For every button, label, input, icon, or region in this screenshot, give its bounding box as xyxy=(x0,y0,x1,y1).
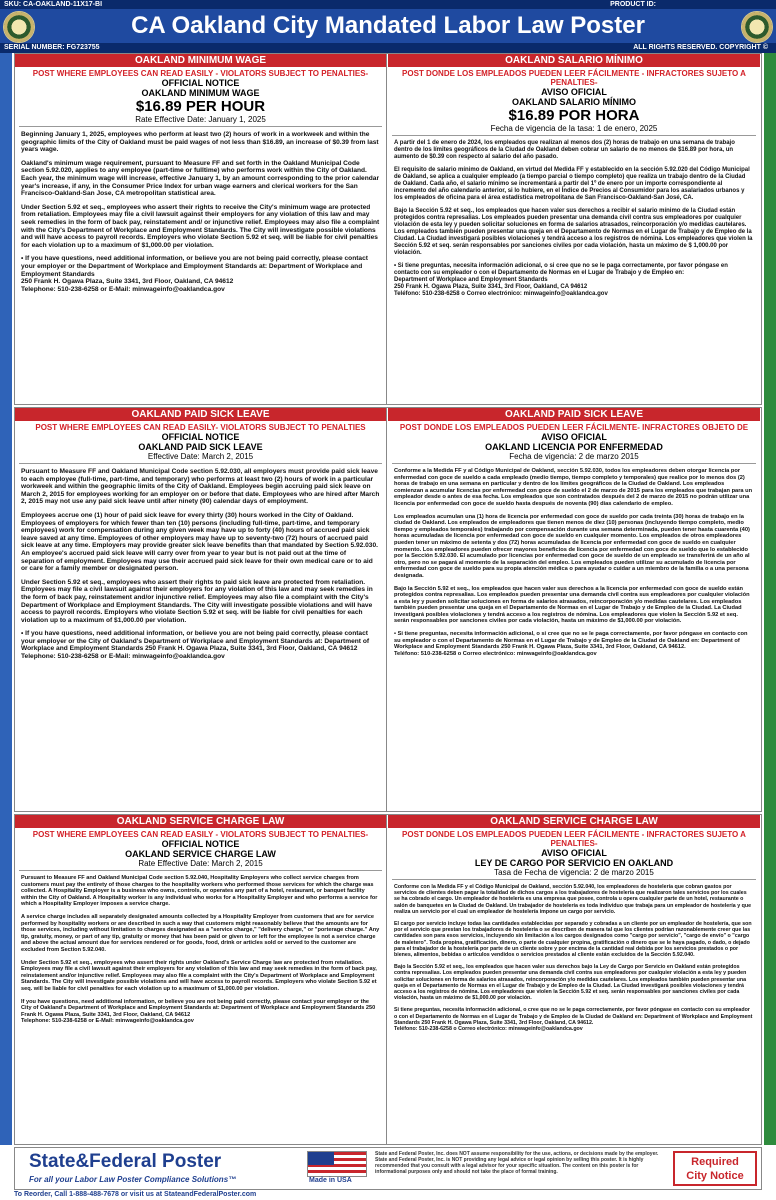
column-spanish xyxy=(388,54,760,404)
paragraph: Under Section 5.92 et seq., employees who assert their rights to receive the City's minimum wage are protected from retaliation. Employees may file a civil lawsuit against their employers for any violation of this law and may seek remedies in the form of back pay, reinstatement and/ or injunctive relief. Employees may also file a complaint with the City's Department of Workplace and Employment Standards. The City will investigate possible violations and will have access to payroll records. Employers who violate Section 5.92 et seq. will be liable for civil penalties for each violation up to a maximum of $1,000.00 per violation. xyxy=(21,203,380,249)
copyright: ALL RIGHTS RESERVED. COPYRIGHT © xyxy=(633,44,768,51)
section-body xyxy=(15,464,386,661)
paragraph: El requisito de salario mínimo de Oakland, en virtud del Medida FF y establecido en la sección 5.92.020 del Código Municipal de Oakland, se aplica a cualquier empleado (a tiempo parcial o tiempo completo) que realiza un trabajo dentro de la Ciudad de Oakland. Cada año, el salario mínimo se incrementará a partir del 1º de enero por un importe correspondiente al incremento del año calendario anterior, si lo hubiere, en el Índice de Precios al Consumidor para los asalariados urbanos y los empleados de oficina para el área estadística metropolitana de San Francisco-Oakland-San José, CA. xyxy=(394,167,750,201)
serial-number: SERIAL NUMBER: FG723755 xyxy=(4,44,100,51)
official-notice: OFFICIAL NOTICE xyxy=(161,78,240,88)
paragraph: Bajo la Sección 5.92 et seq., los empleados que hacen valer sus derechos bajo la Ley de Cargo por Servicio en Oakland están protegidos contra represalias. Los empleados pueden presentar una demanda civil contra sus empleadores por cualquier violación a esta ley y pueden solicitar soluciones en forma de salarios atrasados, reincorporación y/o medidas cautelares. Los empleados también pueden presentar una queja en el Departamento de Normas en el Lugar de Trabajo y de Empleo de la Ciudad. La Ciudad investigará posibles violaciones y tendrá acceso a los registros de nómina. Los empleadores que violen la Sección 5.92 et seq. serán responsables por sanciones civiles por cada violación, hasta un máximo de $1,000.00 por violación. xyxy=(394,964,747,1002)
paragraph: Bajo la Sección 5.92 et seq., los empleados que hacen valer sus derechos a la licencia por enfermedad con goce de sueldo están protegidos contra represalias. Los empleados pueden presentar una demanda civil contra sus empleadores por cualquier violación a esta ley y pueden solicitar soluciones en forma de salarios atrasados, reincorporación y/o medidas cautelares. Los empleados también pueden presentar una queja en el Departamento de Normas en el Lugar de Trabajo y de Empleo de la Ciudad. La Ciudad investigará posibles violaciones y tendrá acceso a los registros de nómina. Los empleadores que violen la Sección 5.92 et seq. serán responsables por sanciones civiles por cada violación, hasta un máximo de $1,000.00 por violación. xyxy=(394,585,750,625)
section-heading: OAKLAND PAID SICK LEAVE xyxy=(15,408,386,421)
wage-rate: $16.89 POR HORA xyxy=(508,107,640,124)
effective-date: Effective Date: March 2, 2015 xyxy=(147,452,254,461)
notice-name: OAKLAND SERVICE CHARGE LAW xyxy=(125,849,276,859)
paragraph: Si tiene preguntas, necesita información adicional, o cree que no se le paga correctamente, por favor póngase en contacto con su empleador o con el Departamento de Normas en el Lugar de Trabajo y de Empleo de la Ciudad de Oakland en: Department of Workplace and Employment Standards 250 Frank H. Ogawa Plaza, Suite 3341, 3rd Floor, Oakland, CA 94612. xyxy=(394,1007,753,1026)
section-heading: OAKLAND MINIMUM WAGE xyxy=(15,54,386,67)
effective-date: Rate Effective Date: January 1, 2025 xyxy=(135,115,266,124)
brand-tagline: For all your Labor Law Poster Compliance Solutions™ xyxy=(29,1175,237,1184)
official-notice: AVISO OFICIAL xyxy=(541,87,607,97)
column-english xyxy=(15,54,387,404)
column-english xyxy=(15,815,387,1144)
paragraph: Under Section 5.92 et seq., employees who assert their rights to paid sick leave are protected from retaliation. Employees may file a civil lawsuit against their employers for any violation of this law and may seek remedies in the form of back pay, reinstatement and/or injunctive relief. Employees may also file a complaint with the City's Department of Workplace and Employment Standards. The City will investigate possible violations and will have access to payroll records. Employers who violate Section 5.92 et seq. will be liable for civil penalties for each violation up to a maximum of $1,000.00 per violation. xyxy=(21,578,373,624)
paragraph: Oakland's minimum wage requirement, pursuant to Measure FF and set forth in the Oakland Municipal Code section 5.92.020, applies to any employee (part-time or fulltime) who performs work within the City of Oakland. Each year, the minimum wage will increase, effective January 1, by an amount corresponding to the prior calendar year's increase, if any, in the Consumer Price Index for urban wage earners and clerical workers for the San Francisco-Oakland-San Jose, CA metropolitan statistical area. xyxy=(21,159,380,198)
contact: Teléfono: 510-238-6258 o Correo electrónico: minwageinfo@oaklandca.gov xyxy=(394,1026,583,1033)
badge-line: City Notice xyxy=(686,1170,744,1182)
effective-date: Fecha de vigencia: 2 de marzo 2015 xyxy=(509,452,639,461)
section-heading: OAKLAND SERVICE CHARGE LAW xyxy=(388,815,760,828)
address: 250 Frank H. Ogawa Plaza, Suite 3341, 3rd Floor, Oakland, CA 94612 xyxy=(394,284,588,290)
official-notice: OFFICIAL NOTICE xyxy=(161,839,240,849)
poster-footer xyxy=(14,1147,762,1190)
section-heading: OAKLAND SALARIO MÍNIMO xyxy=(388,54,760,67)
section-heading: OAKLAND SERVICE CHARGE LAW xyxy=(15,815,386,828)
top-bar xyxy=(0,0,776,9)
section-body xyxy=(388,880,760,1032)
section-paid-sick-leave xyxy=(14,407,762,812)
address: 250 Frank H. Ogawa Plaza, Suite 3341, 3rd Floor, Oakland, CA 94612 xyxy=(21,278,234,286)
official-notice: AVISO OFICIAL xyxy=(541,848,607,858)
usa-flag-icon xyxy=(307,1151,367,1177)
department: Department of Workplace and Employment Standards xyxy=(394,277,548,283)
post-notice: POST WHERE EMPLOYEES CAN READ EASILY- VIOLATORS SUBJECT TO PENALTIES xyxy=(35,423,366,432)
paragraph: A service charge includes all separately designated amounts collected by a Hospitality Employer from customers that are for service performed by hospitality workers or are described in such a way that customers might reasonably believe that the amounts are for those services, including without limitation to charges designated as a "service charge," "delivery charge," or "porterage charge." Any tip, gratuity, money, or part of any tip, gratuity or money that has been paid or given to or left for the employee is not a service charge and above the actual amount due for services rendered or for goods, food, drink or articles sold or served to the customer are excluded from Section 5.92.040. xyxy=(21,913,380,953)
brand-logo xyxy=(15,1148,301,1189)
contact: Teléfono: 510-238-6258 o Correo electrónico: minwageinfo@oaklandca.gov xyxy=(394,650,597,657)
contact: Telephone: 510-238-6258 or E-Mail: minwageinfo@oaklandca.gov xyxy=(21,285,225,293)
badge-line: Required xyxy=(691,1156,739,1168)
paragraph: Under Section 5.92 et seq., employees who assert their rights under Oakland's Service Charge law are protected from retaliation. Employees may file a civil lawsuit against their employers for any violation of this law and may seek remedies in the form of back pay, reinstatement and/or injunctive relief. Employees may also file a complaint with the City's Department of Workplace and Employment Standards. The City will investigate possible violations and will have access to payroll records. Employers who violate Section 5.92 et seq. will be liable for civil penalties for each violation up to a maximum of $1,000.00 per violation. xyxy=(21,959,377,992)
official-notice: OFFICIAL NOTICE xyxy=(161,432,240,442)
effective-date: Fecha de vigencia de la tasa: 1 de enero, 2025 xyxy=(490,124,658,133)
paragraph: El cargo por servicio incluye todas las cantidades establecidas por separado y cobradas a un cliente por un empleador de hostelería, que son por el servicio que prestan los trabajadores de hostelería o se describen de manera tal que los clientes podrían razonablemente creer que las cantidades son para esos servicios, incluyendo sin limitación a los cargos designados como "cargo por servicio", "cargo de envío" o "cargo de maletero". Toda propina, gratificación, dinero, o parte de cualquier propina, gratificación o dinero que se le haya pagado, o dado, o dejado para el trabajador de la hostelería por parte de un cliente sobre y por encima de la cantidad real debida por los servicios prestados o por bienes, alimentos, bebidas o artículos vendidos o servicios prestados al cliente están excluidos de la Sección 5.92.040. xyxy=(394,921,752,959)
poster-content xyxy=(14,53,762,1145)
effective-date: Tasa de Fecha de vigencia: 2 de marzo 2015 xyxy=(494,868,654,877)
city-seal-icon xyxy=(741,11,773,43)
notice-name: OAKLAND LICENCIA POR ENFERMEDAD xyxy=(485,442,663,452)
paragraph: A partir del 1 de enero de 2024, los empleados que realizan al menos dos (2) horas de trabajo en una semana de trabajo dentro de los límites geográficos de la Ciudad de Oakland deben cobrar un salario de no menos de $16.89 por hora, un aumento de $0.39 con respecto al salario del año pasado. xyxy=(394,140,735,160)
column-spanish xyxy=(388,408,760,811)
paragraph: Pursuant to Measure FF and Oakland Municipal Code section 5.92.030, all employers must provide paid sick leave to each employee (full-time, part-time, and temporary) who performs at least two (2) hours of work in a particular workweek and within the geographic limits of the City of Oakland. Employees begin accruing paid sick leave on March 2, 2015 for employees working for an employer on or before that date. Employees who are hired after March 2, 2015 may not use any paid sick leave until after ninety (90) calendar days of employment. xyxy=(21,468,380,506)
paragraph: Conforme con la Medida FF y el Código Municipal de Oakland, sección 5.92.040, los empleadores de hostelería que cobran gastos por servicios de clientes deben pagar la totalidad de dichos cargos a los trabajadores de hostelería que realizaron tales servicios por los cuales se ha cobrado el cargo. Un empleador de hostelería es una empresa que posee, controla u opera cualquier parte de un hotel, restaurante o salón de banquetes en la Ciudad de Oakland. Un trabajador de hostelería es toda individuo que trabaja para un empleador de hostelería y que realiza un servicio por el cual un empleador de hostelería impone un cargo por servicio. xyxy=(394,884,752,915)
sub-bar xyxy=(0,43,776,53)
made-in-usa-label: Made in USA xyxy=(309,1177,352,1184)
product-id-label: PRODUCT ID: xyxy=(610,1,656,8)
column-spanish xyxy=(388,815,760,1144)
section-body xyxy=(388,464,760,657)
contact: Teléfono: 510-238-6258 o Correo electrónico: minwageinfo@oaklandca.gov xyxy=(394,291,608,297)
section-body xyxy=(388,136,760,298)
section-body xyxy=(15,127,386,293)
column-english xyxy=(15,408,387,811)
official-notice: AVISO OFICIAL xyxy=(541,432,607,442)
wage-rate: $16.89 PER HOUR xyxy=(135,98,266,115)
section-heading: OAKLAND PAID SICK LEAVE xyxy=(388,408,760,421)
sku-label: SKU: CA-OAKLAND-11X17-BI xyxy=(4,1,103,8)
paragraph: • If you have questions, need additional information, or believe you are not being paid correctly, please contact your employer or the Department of Workplace and Employment Standards at: Department of Workplace and Employment Standards xyxy=(21,255,368,278)
notice-name: OAKLAND MINIMUM WAGE xyxy=(141,88,260,98)
required-city-notice-badge xyxy=(673,1151,757,1186)
paragraph: Los empleados acumulan una (1) hora de licencia por enfermedad con goce de sueldo por cada treinta (30) horas de trabajo en la ciudad de Oakland. Los empleados de empleadores que tienen menos de diez (10) personas (incluyendo tiempo completo, medio tiempo y empleados temporales) trabajando por compensación durante una semana determinada, pueden tener hasta cuarenta (40) horas acumuladas de licencia por enfermedad con goce de sueldo en cualquier momento. Los empleados de otros empleadores pueden tener un máximo de setenta y dos (72) horas acumuladas de licencia por enfermedad con goce de sueldo en cualquier momento. Los empleadores pueden ofrecer mayores beneficios de licencia por enfermedad con goce de sueldo que lo establecido por la Sección 5.92.030. El acumulado por licencias por enfermedad con goce de sueldo de un empleado se transferirá de un año al otro, pero no se pagará al momento de la separación del empleo. Los empleados pueden utilizar su acumulado de licencia por enfermedad con goce de sueldo para su propia atención médica o para ayudar o cuidar a un miembro de la familia o a una persona designada. xyxy=(394,513,750,579)
paragraph: • Si tiene preguntas, necesita información adicional, o si cree que no se le paga correctamente, por favor póngase en contacto con su empleador o con el Departamento de Normas en el Lugar de Trabajo y de Empleo en: xyxy=(394,263,728,276)
disclaimer-text: State and Federal Poster, Inc. does NOT assume responsibility for the use, actions, or decisions made by the employer. State and Federal Poster, Inc. is NOT providing any legal advice or legal opinion by selling this poster. It is highly recommended that you consult with a legal advisor for your specific situation. The content on this poster is for informational purposes only and should not take the place of formal training. xyxy=(375,1151,659,1175)
paragraph: • Si tiene preguntas, necesita información adicional, o si cree que no se le paga correctamente, por favor póngase en contacto con su empleador o con el Departamento de Normas en el Lugar de Trabajo y de Empleo de la Ciudad de Oakland en: Department of Workplace and Employment Standards 250 Frank H. Ogawa Plaza, Suite 3341, 3rd Floor, Oakland, CA 94612. xyxy=(394,631,748,651)
section-minimum-wage xyxy=(14,53,762,405)
paragraph: If you have questions, need additional information, or believe you are not being paid correctly, please contact your employer or the City of Oakland's Department of Workplace and Employment Standards at: Department of Workplace and Employment Standards 250 Frank H. Ogawa Plaza, Suite 3341, 3rd Floor, Oakland, CA 94612 xyxy=(21,998,376,1018)
post-notice: POST DONDE LOS EMPLEADOS PUEDEN LEER FÁCILMENTE- INFRACTORES OBJETO DE xyxy=(399,423,749,432)
notice-name: LEY DE CARGO POR SERVICIO EN OAKLAND xyxy=(474,858,674,868)
paragraph: Pursuant to Measure FF and Oakland Municipal Code section 5.92.040, Hospitality Employers who collect service charges from customers must pay the entirety of those charges to the hospitality workers who performed those services for which the charge was collected. A Hospitality Employer is a business who owns, controls, or operates any part of a hotel, restaurant, or banquet facility within the City of Oakland. A Hospitality worker is any individual who works for a Hospitality Employer and who performs a service for which a Hospitality Employer imposes a service charge. xyxy=(21,875,378,908)
paragraph: • If you have questions, need additional information, or believe you are not being paid correctly, please contact your employer or the City of Oakland's Department of Workplace and Employment Standards at: Department of Workplace and Employment Standards 250 Frank H. Ogawa Plaza, Suite 3341, 3rd Floor, Oakland, CA 94612 xyxy=(21,630,370,653)
notice-name: OAKLAND PAID SICK LEAVE xyxy=(138,442,263,452)
notice-name: OAKLAND SALARIO MÍNIMO xyxy=(512,97,636,107)
paragraph: Conforme a la Medida FF y al Código Municipal de Oakland, sección 5.92.030, todos los empleadores deben otorgar licencia por enfermedad con goce de sueldo a cada empleado (medio tiempo, tiempo completo y temporales) que realice por lo menos dos (2) horas de trabajo en una semana en particular y dentro de los límites geográficos de la Ciudad de Oakland. Los empleados comienzan a acumular licencias por enfermedad con goce de sueldo el 2 de marzo de 2015 para los empleados que trabajan para un empleador desde o antes de esa fecha. Los empleados que son contratados después del 2 de marzo de 2015 no podrán utilizar una licencia por enfermedad con goce de sueldo hasta después de noventa (90) días calendario de empleo. xyxy=(394,468,753,507)
effective-date: Rate Effective Date: March 2, 2015 xyxy=(138,859,263,868)
poster-title: CA Oakland City Mandated Labor Law Poster xyxy=(131,12,645,39)
paragraph: Employees accrue one (1) hour of paid sick leave for every thirty (30) hours worked in the City of Oakland. Employees of employers for which fewer than ten (10) persons (including full-time, part-time, and temporary employees) work for compensation during any given week may have up to forty (40) hours of accrued paid sick leave saved at any time. Employees of other employers may have up to seventy-two (72) hours of accrued paid sick leave at any time. Employers may provide greater sick leave benefits than that mandated by Section 5.92.030. An employee's accrued paid sick leave will carry over from year to year but is not paid out at the time of separation of employment. Employees may use their accrued paid sick leave for their own medical care or to aid or care for a family member or designated person. xyxy=(21,511,378,573)
reorder-link[interactable]: To Reorder, Call 1-888-488-7678 or visit us at StateandFederalPoster.com xyxy=(14,1191,257,1198)
left-side-stripe xyxy=(0,53,12,1145)
section-body xyxy=(15,871,386,1025)
right-side-stripe xyxy=(764,53,776,1145)
contact: Telephone: 510-238-6258 or E-Mail: minwageinfo@oaklandca.gov xyxy=(21,1018,194,1025)
contact: Telephone: 510-238-6258 or E-Mail: minwageinfo@oaklandca.gov xyxy=(21,653,225,661)
section-service-charge xyxy=(14,814,762,1145)
post-notice: POST DONDE LOS EMPLEADOS PUEDEN LEER FÁCILMENTE - INFRACTORES SUJETO A PENALTIES- xyxy=(402,830,746,848)
post-notice: POST DONDE LOS EMPLEADOS PUEDEN LEER FÁCILMENTE - INFRACTORES SUJETO A PENALTIES- xyxy=(402,69,746,87)
poster-header xyxy=(0,9,776,43)
paragraph: Beginning January 1, 2025, employees who perform at least two (2) hours of work in a workweek and within the geographic limits of the City of Oakland must be paid wages of not less than $16.89, an increase of $0.39 from last years wage. xyxy=(21,131,379,154)
paragraph: Bajo la Sección 5.92 et seq., los empleados que hacen valer sus derechos a recibir el salario mínimo de la Ciudad están protegidos contra represalias. Los empleados pueden presentar una demanda civil contra sus empleadores por cualquier violación de esta ley y pueden solicitar soluciones en forma de salarios atrasados, reincorporación y/o medidas cautelares. Los empleados también pueden presentar una queja en el Departamento de Normas en el Lugar de Trabajo y de Empleo de la Ciudad. La Ciudad investigará posibles violaciones y tendrá acceso a los registros de nómina. Los empleadores que violen la Sección 5.92 et seq. serán responsables por sanciones civiles por cada violación, hasta un máximo de $ 1,000.00 por violación. xyxy=(394,208,753,256)
brand-name: State&Federal Poster xyxy=(29,1151,222,1172)
post-notice: POST WHERE EMPLOYEES CAN READ EASILY - VIOLATORS SUBJECT TO PENALTIES- xyxy=(32,830,369,839)
post-notice: POST WHERE EMPLOYEES CAN READ EASILY - VIOLATORS SUBJECT TO PENALTIES- xyxy=(32,69,369,78)
